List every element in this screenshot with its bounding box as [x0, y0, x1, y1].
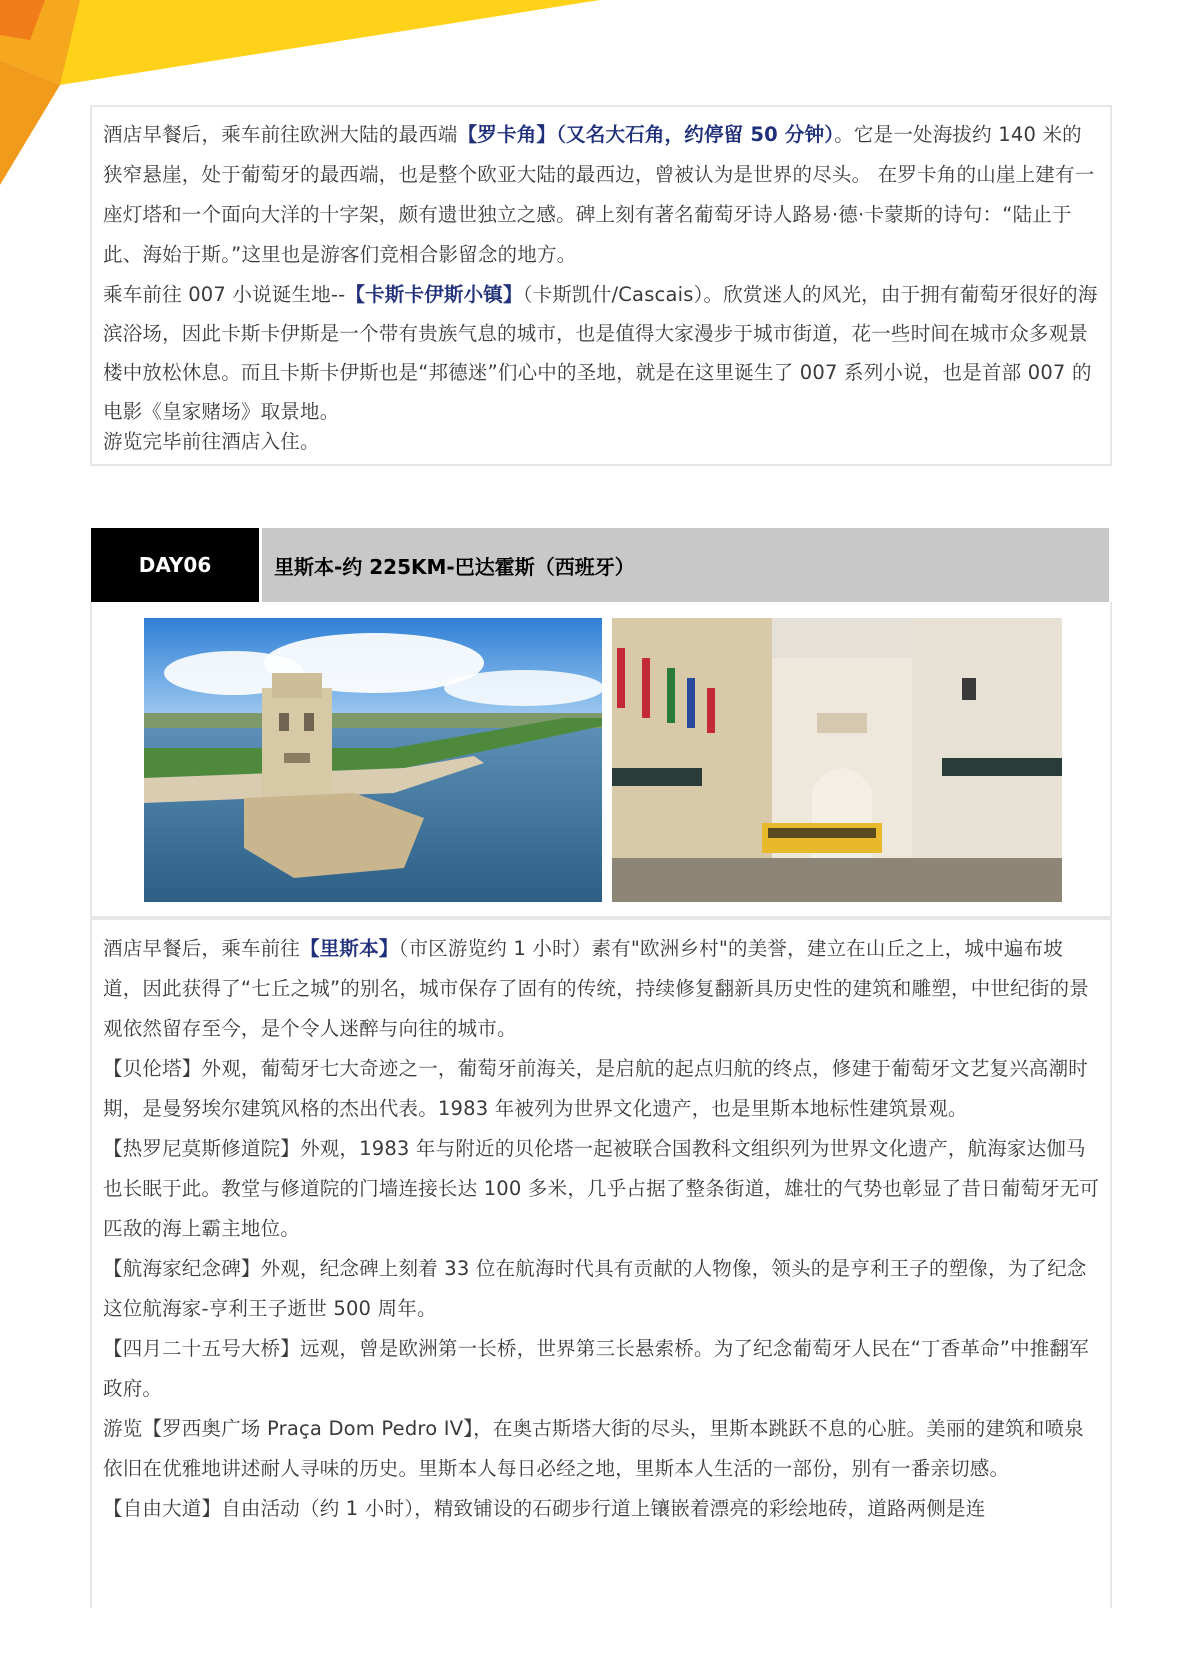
- text-span: 。它是一处海拔约 140 米的狭窄悬崖，处于葡萄牙的最西端，也是整个欧亚大陆的最西边，曾被认为是世界的尽头。 在罗卡角的山崖上建有一座灯塔和一个面向大洋的十字架，颇有遗世独立之感。碑上刻有著名葡萄牙诗人路易·德·卡蒙斯的诗句：“陆止于此、海始于斯。”这里也是游客们竞相合影留念的地方。: [103, 123, 1095, 266]
- text-span: 乘车前往 007 小说诞生地--: [103, 283, 346, 306]
- text-span: 酒店早餐后，乘车前往欧洲大陆的最西端: [103, 123, 458, 146]
- lisbon-text-box: [90, 918, 1112, 1608]
- belem-tower-photo: [144, 618, 602, 902]
- day-title: 里斯本-约 225KM-巴达霍斯（西班牙）: [259, 528, 1109, 602]
- rossio-square-paragraph: 游览【罗西奥广场 Praça Dom Pedro IV】，在奥古斯塔大街的尽头，里斯本跳跃不息的心脏。美丽的建筑和喷泉依旧在优雅地讲述耐人寻味的历史。里斯本人每日必经之地，里斯本人生活的一部份，别有一番亲切感。: [103, 1417, 1084, 1480]
- text-span: （市区游览约 1 小时）素有"欧洲乡村"的美誉，建立在山丘之上，城中遍布坡道，因此获得了“七丘之城”的别名，城市保存了固有的传统，持续修复翻新具历史性的建筑和雕塑，中世纪街的景观依然留存至今，是个令人迷醉与向往的城市。: [103, 937, 1089, 1040]
- avenida-liberdade-paragraph: 【自由大道】自由活动（约 1 小时），精致铺设的石砌步行道上镶嵌着漂亮的彩绘地砖，道路两侧是连: [103, 1497, 986, 1520]
- day-header: [91, 528, 1109, 602]
- highlight-cascais: 【卡斯卡伊斯小镇】: [345, 283, 523, 306]
- lisbon-paragraph: [103, 929, 1100, 1049]
- text-span: （卡斯凯什/Cascais）。欣赏迷人的风光，由于拥有葡萄牙很好的海滨浴场，因此卡斯卡伊斯是一个带有贵族气息的城市，也是值得大家漫步于城市街道，花一些时间在城市众多观景楼中放松休息。而且卡斯卡伊斯也是“邦德迷”们心中的圣地，就是在这里诞生了 007 系列小说，也是首部 007 的电影《皇家赌场》取景地。: [103, 283, 1098, 423]
- bridge-paragraph: 【四月二十五号大桥】远观，曾是欧洲第一长桥，世界第三长悬索桥。为了纪念葡萄牙人民在“丁香革命”中推翻军政府。: [103, 1337, 1089, 1400]
- hotel-checkin-paragraph: 游览完毕前往酒店入住。: [103, 430, 320, 453]
- text-span: 酒店早餐后，乘车前往: [103, 937, 301, 960]
- lisbon-street-photo: [612, 618, 1062, 902]
- highlight-lisbon: 【里斯本】: [300, 937, 399, 960]
- highlight-cabo-da-roca: 【罗卡角】（又名大石角，约停留 50 分钟）: [457, 123, 835, 146]
- discoveries-monument-paragraph: 【航海家纪念碑】外观，纪念碑上刻着 33 位在航海时代具有贡献的人物像，领头的是亨利王子的塑像，为了纪念这位航海家-亨利王子逝世 500 周年。: [103, 1257, 1087, 1320]
- day-label: DAY06: [91, 528, 259, 602]
- intro-text-box: [90, 105, 1112, 466]
- photo-row: [90, 602, 1112, 918]
- jeronimos-paragraph: 【热罗尼莫斯修道院】外观，1983 年与附近的贝伦塔一起被联合国教科文组织列为世界文化遗产，航海家达伽马也长眠于此。教堂与修道院的门墙连接长达 100 多米，几乎占据了整条街道，雄壮的气势也彰显了昔日葡萄牙无可匹敌的海上霸主地位。: [103, 1137, 1100, 1240]
- belem-tower-paragraph: 【贝伦塔】外观，葡萄牙七大奇迹之一，葡萄牙前海关，是启航的起点归航的终点，修建于葡萄牙文艺复兴高潮时期，是曼努埃尔建筑风格的杰出代表。1983 年被列为世界文化遗产，也是里斯本地标性建筑景观。: [103, 1057, 1089, 1120]
- cascais-paragraph: [103, 275, 1100, 431]
- cabo-da-roca-paragraph: [103, 115, 1100, 275]
